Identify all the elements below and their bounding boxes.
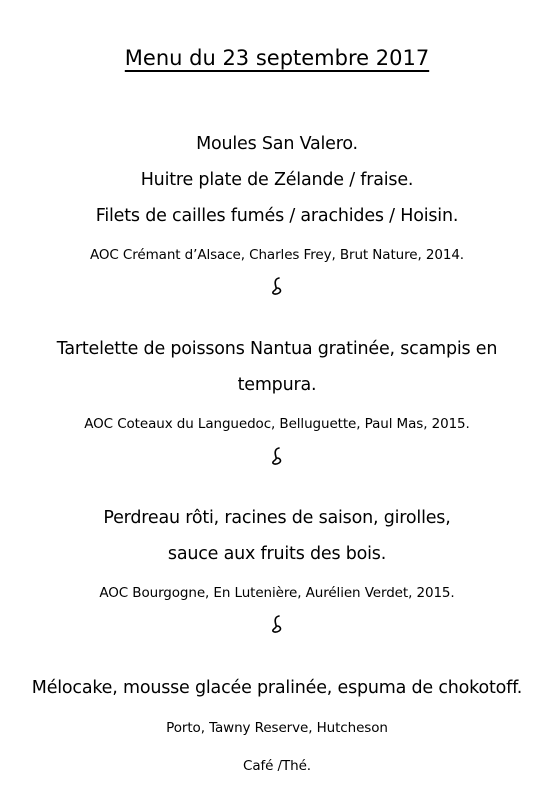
dish-line: Mélocake, mousse glacée pralinée, espuma de chokotoff. [31, 678, 523, 698]
dish-line: Huitre plate de Zélande / fraise. [140, 170, 414, 190]
dish-line: Moules San Valero. [196, 134, 358, 154]
dish-line: sauce aux fruits des bois. [167, 544, 387, 564]
menu-title: Menu du 23 septembre 2017 [124, 46, 430, 70]
ornament-divider-icon [0, 614, 554, 634]
dish-line: tempura. [237, 375, 317, 395]
ornament-divider-icon [0, 446, 554, 466]
ornament-divider-icon [0, 276, 554, 296]
dish-line: Perdreau rôti, racines de saison, girolles, [103, 508, 451, 528]
dish-line: Filets de cailles fumés / arachides / Hoisin. [95, 206, 459, 226]
wine-pairing: AOC Coteaux du Languedoc, Belluguette, Paul Mas, 2015. [84, 416, 470, 432]
wine-pairing: Porto, Tawny Reserve, Hutcheson [166, 720, 388, 736]
wine-pairing: AOC Crémant d’Alsace, Charles Frey, Brut Nature, 2014. [89, 247, 465, 263]
drinks-note: Café /Thé. [243, 758, 311, 774]
dish-line: Tartelette de poissons Nantua gratinée, scampis en [56, 339, 498, 359]
wine-pairing: AOC Bourgogne, En Lutenière, Aurélien Verdet, 2015. [99, 585, 455, 601]
